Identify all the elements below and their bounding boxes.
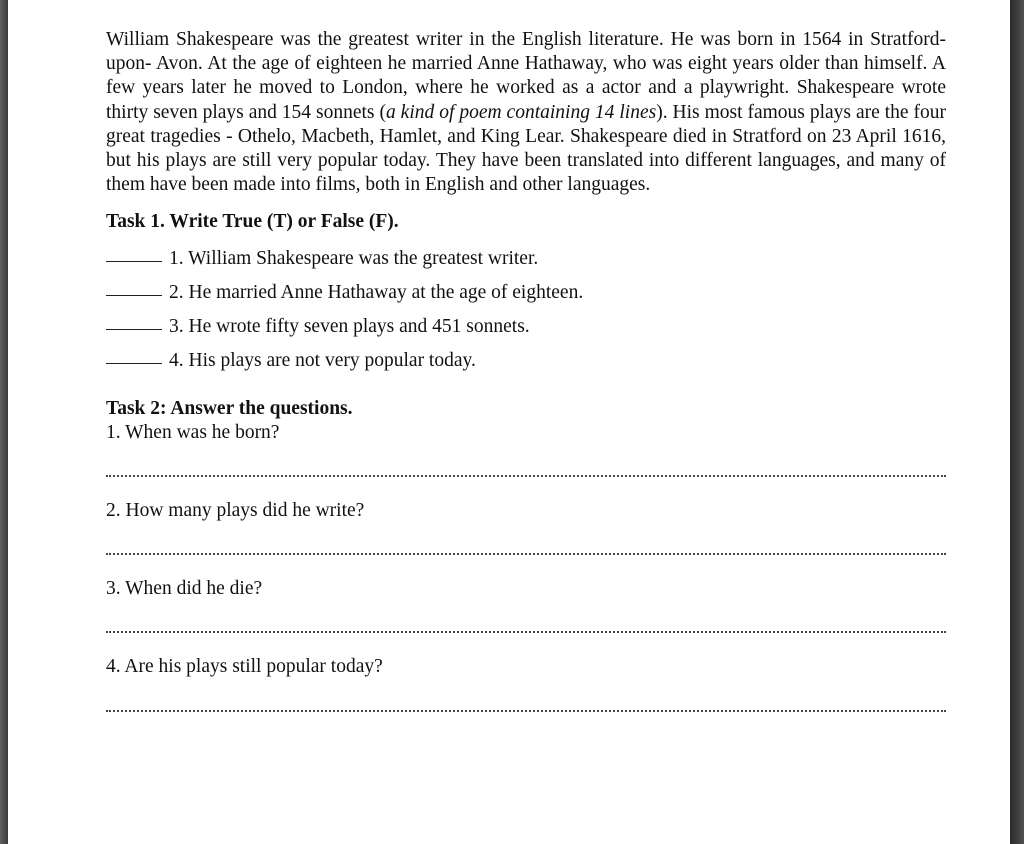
task2-title: Task 2: Answer the questions. <box>106 397 353 419</box>
tf-item <box>106 315 946 349</box>
passage-text-end: ). His most famous plays are the four great tragedies - Othelo, Macbeth, Hamlet, and King Lear. Shakespeare died in Stratford on 23 April 1616, but his plays are still very popular today. They have been translated into different languages, and many of them have been made into films, both in English and other languages. <box>106 101 946 196</box>
tf-statement: 2. He married Anne Hathaway at the age of eighteen. <box>169 281 584 303</box>
worksheet-content <box>106 28 946 734</box>
page-edge-left <box>0 0 8 844</box>
question: 2. How many plays did he write? <box>106 500 365 522</box>
true-false-list <box>106 247 946 383</box>
answer-line[interactable] <box>106 475 946 477</box>
reading-passage <box>106 28 946 197</box>
tf-item <box>106 349 946 383</box>
answer-blank[interactable] <box>106 261 162 262</box>
question: 1. When was he born? <box>106 421 280 443</box>
tf-statement: 1. William Shakespeare was the greatest writer. <box>169 247 539 269</box>
page-edge-right <box>1010 0 1024 844</box>
question: 3. When did he die? <box>106 578 263 600</box>
answer-line[interactable] <box>106 710 946 712</box>
answer-line[interactable] <box>106 553 946 555</box>
tf-item <box>106 247 946 281</box>
task1-title: Task 1. Write True (T) or False (F). <box>106 211 399 233</box>
passage-italic-definition: a kind of poem containing 14 lines <box>385 101 657 123</box>
answer-blank[interactable] <box>106 295 162 296</box>
question: 4. Are his plays still popular today? <box>106 656 383 678</box>
answer-blank[interactable] <box>106 329 162 330</box>
document-page <box>8 0 1010 844</box>
answer-line[interactable] <box>106 631 946 633</box>
passage-text-start: William Shakespeare was the greatest writer in the English literature. He was born in 1564 in Stratford- upon- Avon. At the age of eighteen he married Anne Hathaway, who was eight years older than himself. A few years later he moved to London, where he worked as a actor and a playwright. Shakespeare wrote thirty seven plays and 154 sonnets ( <box>106 29 946 123</box>
tf-statement: 3. He wrote fifty seven plays and 451 sonnets. <box>169 315 530 337</box>
tf-statement: 4. His plays are not very popular today. <box>169 349 476 371</box>
answer-blank[interactable] <box>106 363 162 364</box>
tf-item <box>106 281 946 315</box>
